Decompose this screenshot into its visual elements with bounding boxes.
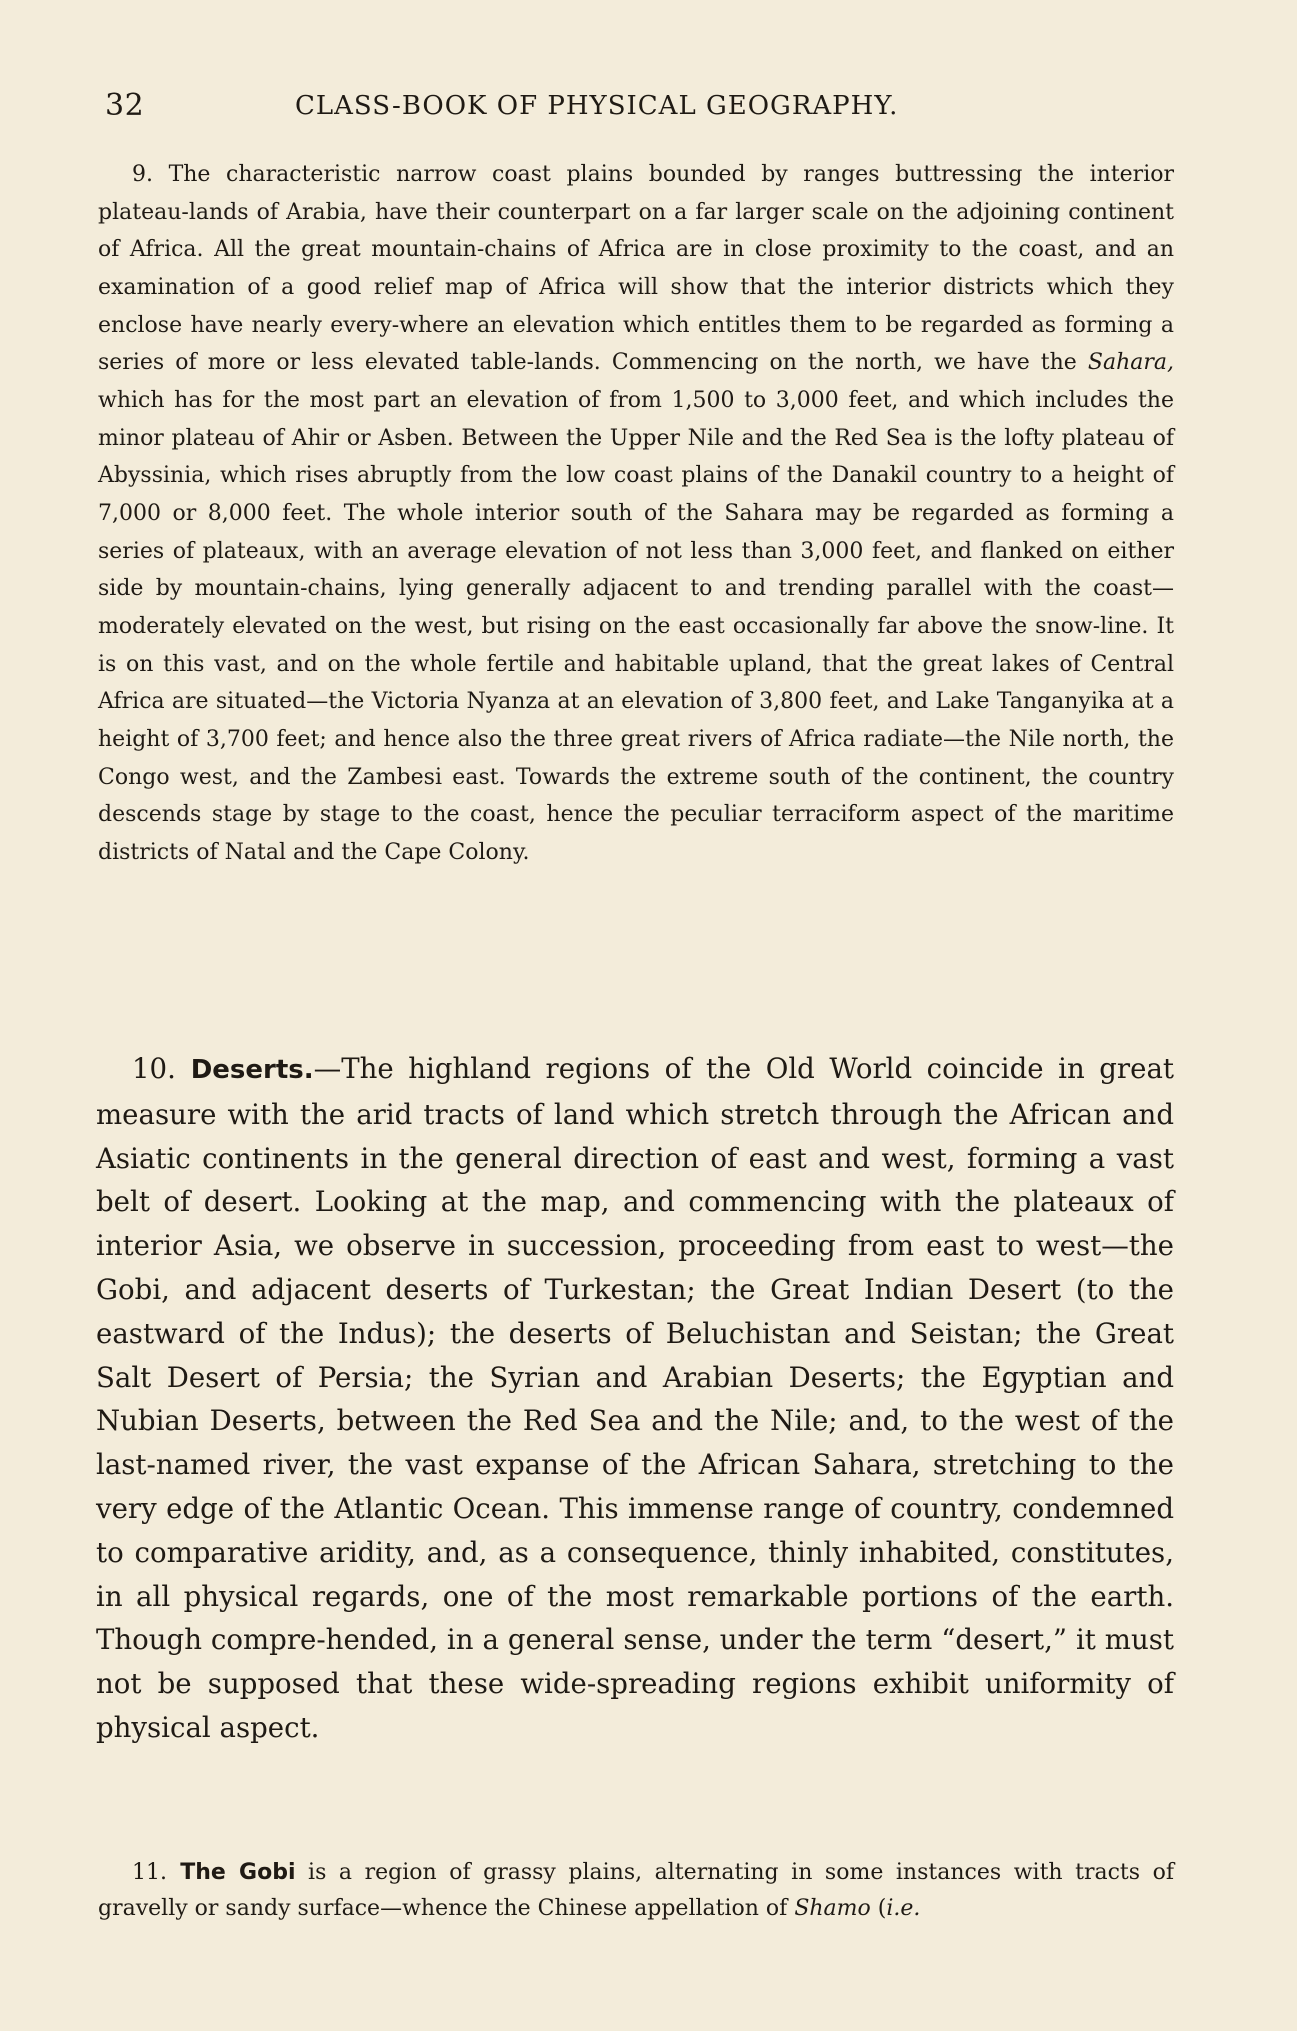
paragraph-text: —The highland regions of the Old World coincide in great measure with the arid tracts of land which stretch through the African and Asiatic continents in the general direction of east and west, forming a vast belt of desert. Looking at the map, and commencing with the plateaux of interior Asia, we observe in succession, proceeding from east to west—the Gobi, and adjacent deserts of Turkestan; the Great Indian Desert (to the eastward of the Indus); the deserts of Beluchistan and Seistan; the Great Salt Desert of Persia; the Syrian and Arabian Deserts; the Egyptian and Nubian Deserts, between the Red Sea and the Nile; and, to the west of the last-named river, the vast expanse of the African Sahara, stretching to the very edge of the Atlantic Ocean. This immense range of country, condemned to comparative aridity, and, as a consequence, thinly inhabited, constitutes, in all physical regards, one of the most remarkable portions of the earth. Though compre-hended, in a general sense, under the term “desert,” it must not be supposed that these wide-spreading regions exhibit uniformity of physical aspect. <box>96 1052 1174 1744</box>
section-heading-deserts: Deserts. <box>175 1055 314 1085</box>
page-number: 32 <box>105 88 145 123</box>
running-title: CLASS-BOOK OF PHYSICAL GEOGRAPHY. <box>295 91 899 121</box>
paragraph-number: 10. <box>132 1052 176 1085</box>
italic-term-sahara: Sahara, <box>1087 350 1174 376</box>
italic-term-shamo: Shamo <box>794 1896 871 1921</box>
paragraph-text: ( <box>870 1896 887 1921</box>
section-heading-gobi: The Gobi <box>167 1860 296 1885</box>
paragraph-number: 9. <box>132 162 153 187</box>
paragraph-11-gobi <box>98 1855 1174 1927</box>
paragraph-9 <box>98 156 1174 871</box>
paragraph-number: 11. <box>132 1860 167 1885</box>
paragraph-text: The characteristic narrow coast plains bounded by ranges buttressing the interior plateau-lands of Arabia, have their counterpart on a far larger scale on the adjoining continent of Africa. All the great mountain-chains of Africa are in close proximity to the coast, and an examination of a good relief map of Africa will show that the interior districts which they enclose have nearly every-where an elevation which entitles them to be regarded as forming a series of more or less elevated table-lands. Commencing on the north, we have the <box>98 162 1174 376</box>
running-head <box>97 88 1180 128</box>
paragraph-text: is a region of grassy plains, alternating in some instances with tracts of gravelly or sandy surface—whence the Chinese appellation of <box>98 1860 1174 1921</box>
paragraph-10-deserts <box>96 1047 1174 1750</box>
italic-abbrev-ie: i.e. <box>886 1896 921 1921</box>
paragraph-text: which has for the most part an elevation of from 1,500 to 3,000 feet, and which includes the minor plateau of Ahir or Asben. Between the Upper Nile and the Red Sea is the lofty plateau of Abyssinia, which rises abruptly from the low coast plains of the Danakil country to a height of 7,000 or 8,000 feet. The whole interior south of the Sahara may be regarded as forming a series of plateaux, with an average elevation of not less than 3,000 feet, and flanked on either side by mountain-chains, lying generally adjacent to and trending parallel with the coast—moderately elevated on the west, but rising on the east occasionally far above the snow-line. It is on this vast, and on the whole fertile and habitable upland, that the great lakes of Central Africa are situated—the Victoria Nyanza at an elevation of 3,800 feet, and Lake Tanganyika at a height of 3,700 feet; and hence also the three great rivers of Africa radiate—the Nile north, the Congo west, and the Zambesi east. Towards the extreme south of the continent, the country descends stage by stage to the coast, hence the peculiar terraciform aspect of the maritime districts of Natal and the Cape Colony. <box>98 387 1174 865</box>
